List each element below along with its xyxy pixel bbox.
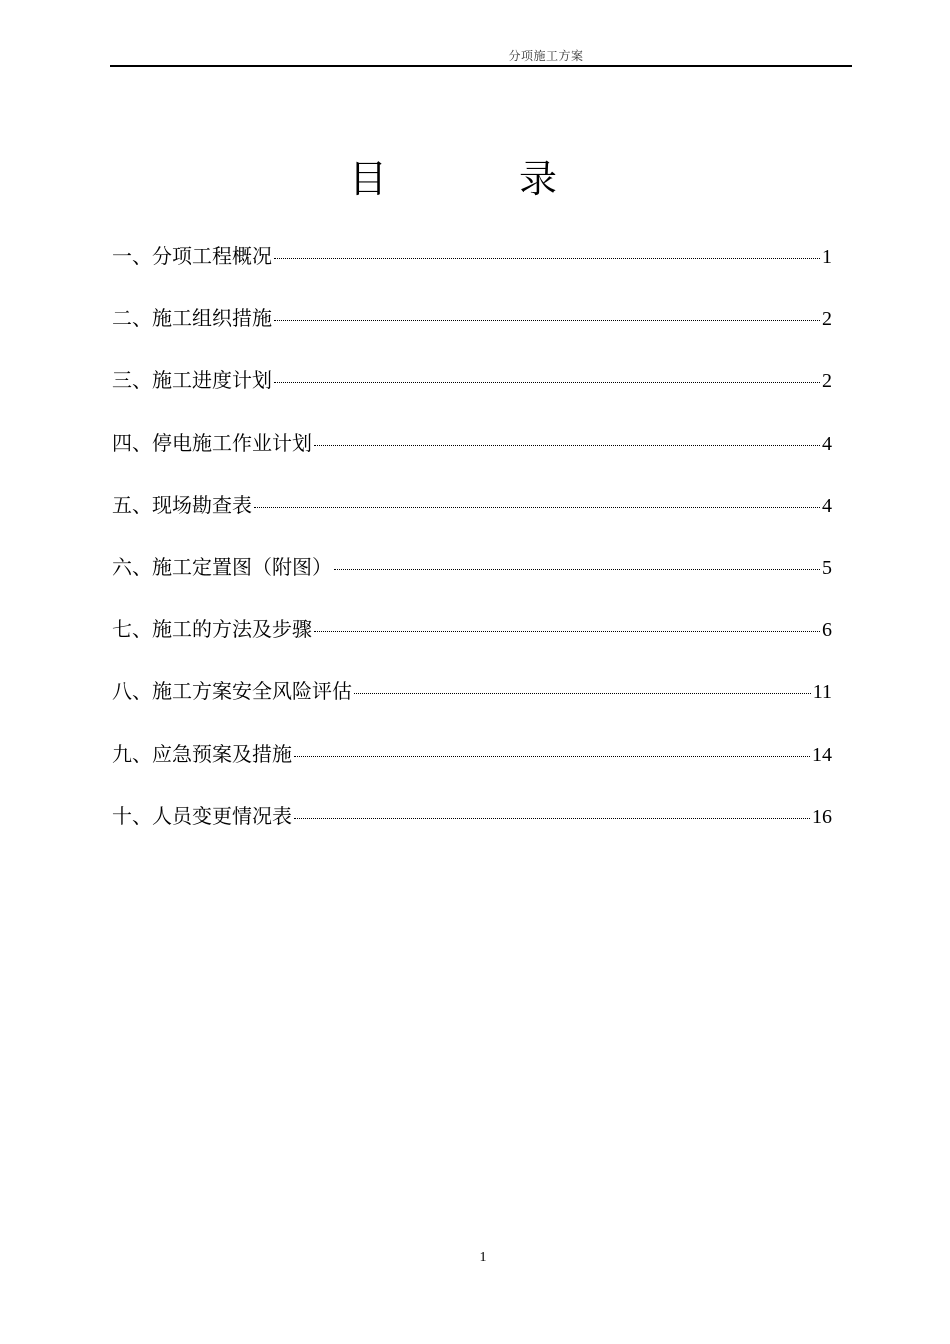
toc-dot-leader — [334, 569, 820, 570]
toc-entry[interactable] — [112, 240, 832, 302]
toc-entry[interactable] — [112, 738, 832, 800]
toc-entry[interactable] — [112, 302, 832, 364]
toc-dot-leader — [254, 507, 820, 508]
toc-entry[interactable] — [112, 489, 832, 551]
toc-entry-page: 2 — [822, 308, 832, 331]
toc-entry-label: 三、施工进度计划 — [112, 368, 272, 393]
toc-entry[interactable] — [112, 675, 832, 737]
toc-entry-label: 十、人员变更情况表 — [112, 803, 292, 828]
toc-entry-label: 六、施工定置图（附图） — [112, 554, 332, 579]
toc-entry-page: 4 — [822, 494, 832, 517]
toc-entry-page: 2 — [822, 370, 832, 393]
running-header: 分项施工方案 — [508, 49, 584, 63]
toc-dot-leader — [294, 756, 810, 757]
toc-entry-page: 1 — [822, 246, 832, 268]
toc-dot-leader — [274, 382, 820, 383]
toc-entry-label: 二、施工组织措施 — [112, 306, 272, 331]
page-number: 1 — [479, 1250, 487, 1265]
header-rule — [110, 65, 852, 67]
toc-entry[interactable] — [112, 427, 832, 489]
toc-entry-label: 一、分项工程概况 — [112, 244, 272, 268]
toc-entry[interactable] — [112, 613, 832, 675]
table-of-contents — [112, 240, 832, 862]
toc-entry-label: 七、施工的方法及步骤 — [112, 617, 312, 642]
toc-entry-label: 四、停电施工作业计划 — [112, 430, 312, 455]
toc-entry[interactable] — [112, 800, 832, 862]
toc-entry-label: 五、现场勘查表 — [112, 492, 252, 517]
toc-title: 目 录 — [348, 157, 618, 201]
toc-dot-leader — [314, 445, 820, 446]
toc-entry-page: 14 — [812, 743, 832, 766]
toc-entry[interactable] — [112, 551, 832, 613]
toc-dot-leader — [294, 818, 810, 819]
toc-entry-label: 九、应急预案及措施 — [112, 741, 292, 766]
toc-entry-page: 16 — [812, 805, 832, 828]
toc-entry-page: 4 — [822, 432, 832, 455]
toc-dot-leader — [274, 320, 820, 321]
toc-entry-page: 11 — [812, 681, 832, 704]
toc-entry[interactable] — [112, 364, 832, 426]
toc-dot-leader — [354, 693, 811, 694]
toc-entry-page: 6 — [822, 619, 832, 642]
toc-entry-label: 八、施工方案安全风险评估 — [112, 679, 352, 704]
toc-dot-leader — [314, 631, 820, 632]
toc-dot-leader — [274, 258, 820, 259]
toc-entry-page: 5 — [822, 556, 832, 579]
